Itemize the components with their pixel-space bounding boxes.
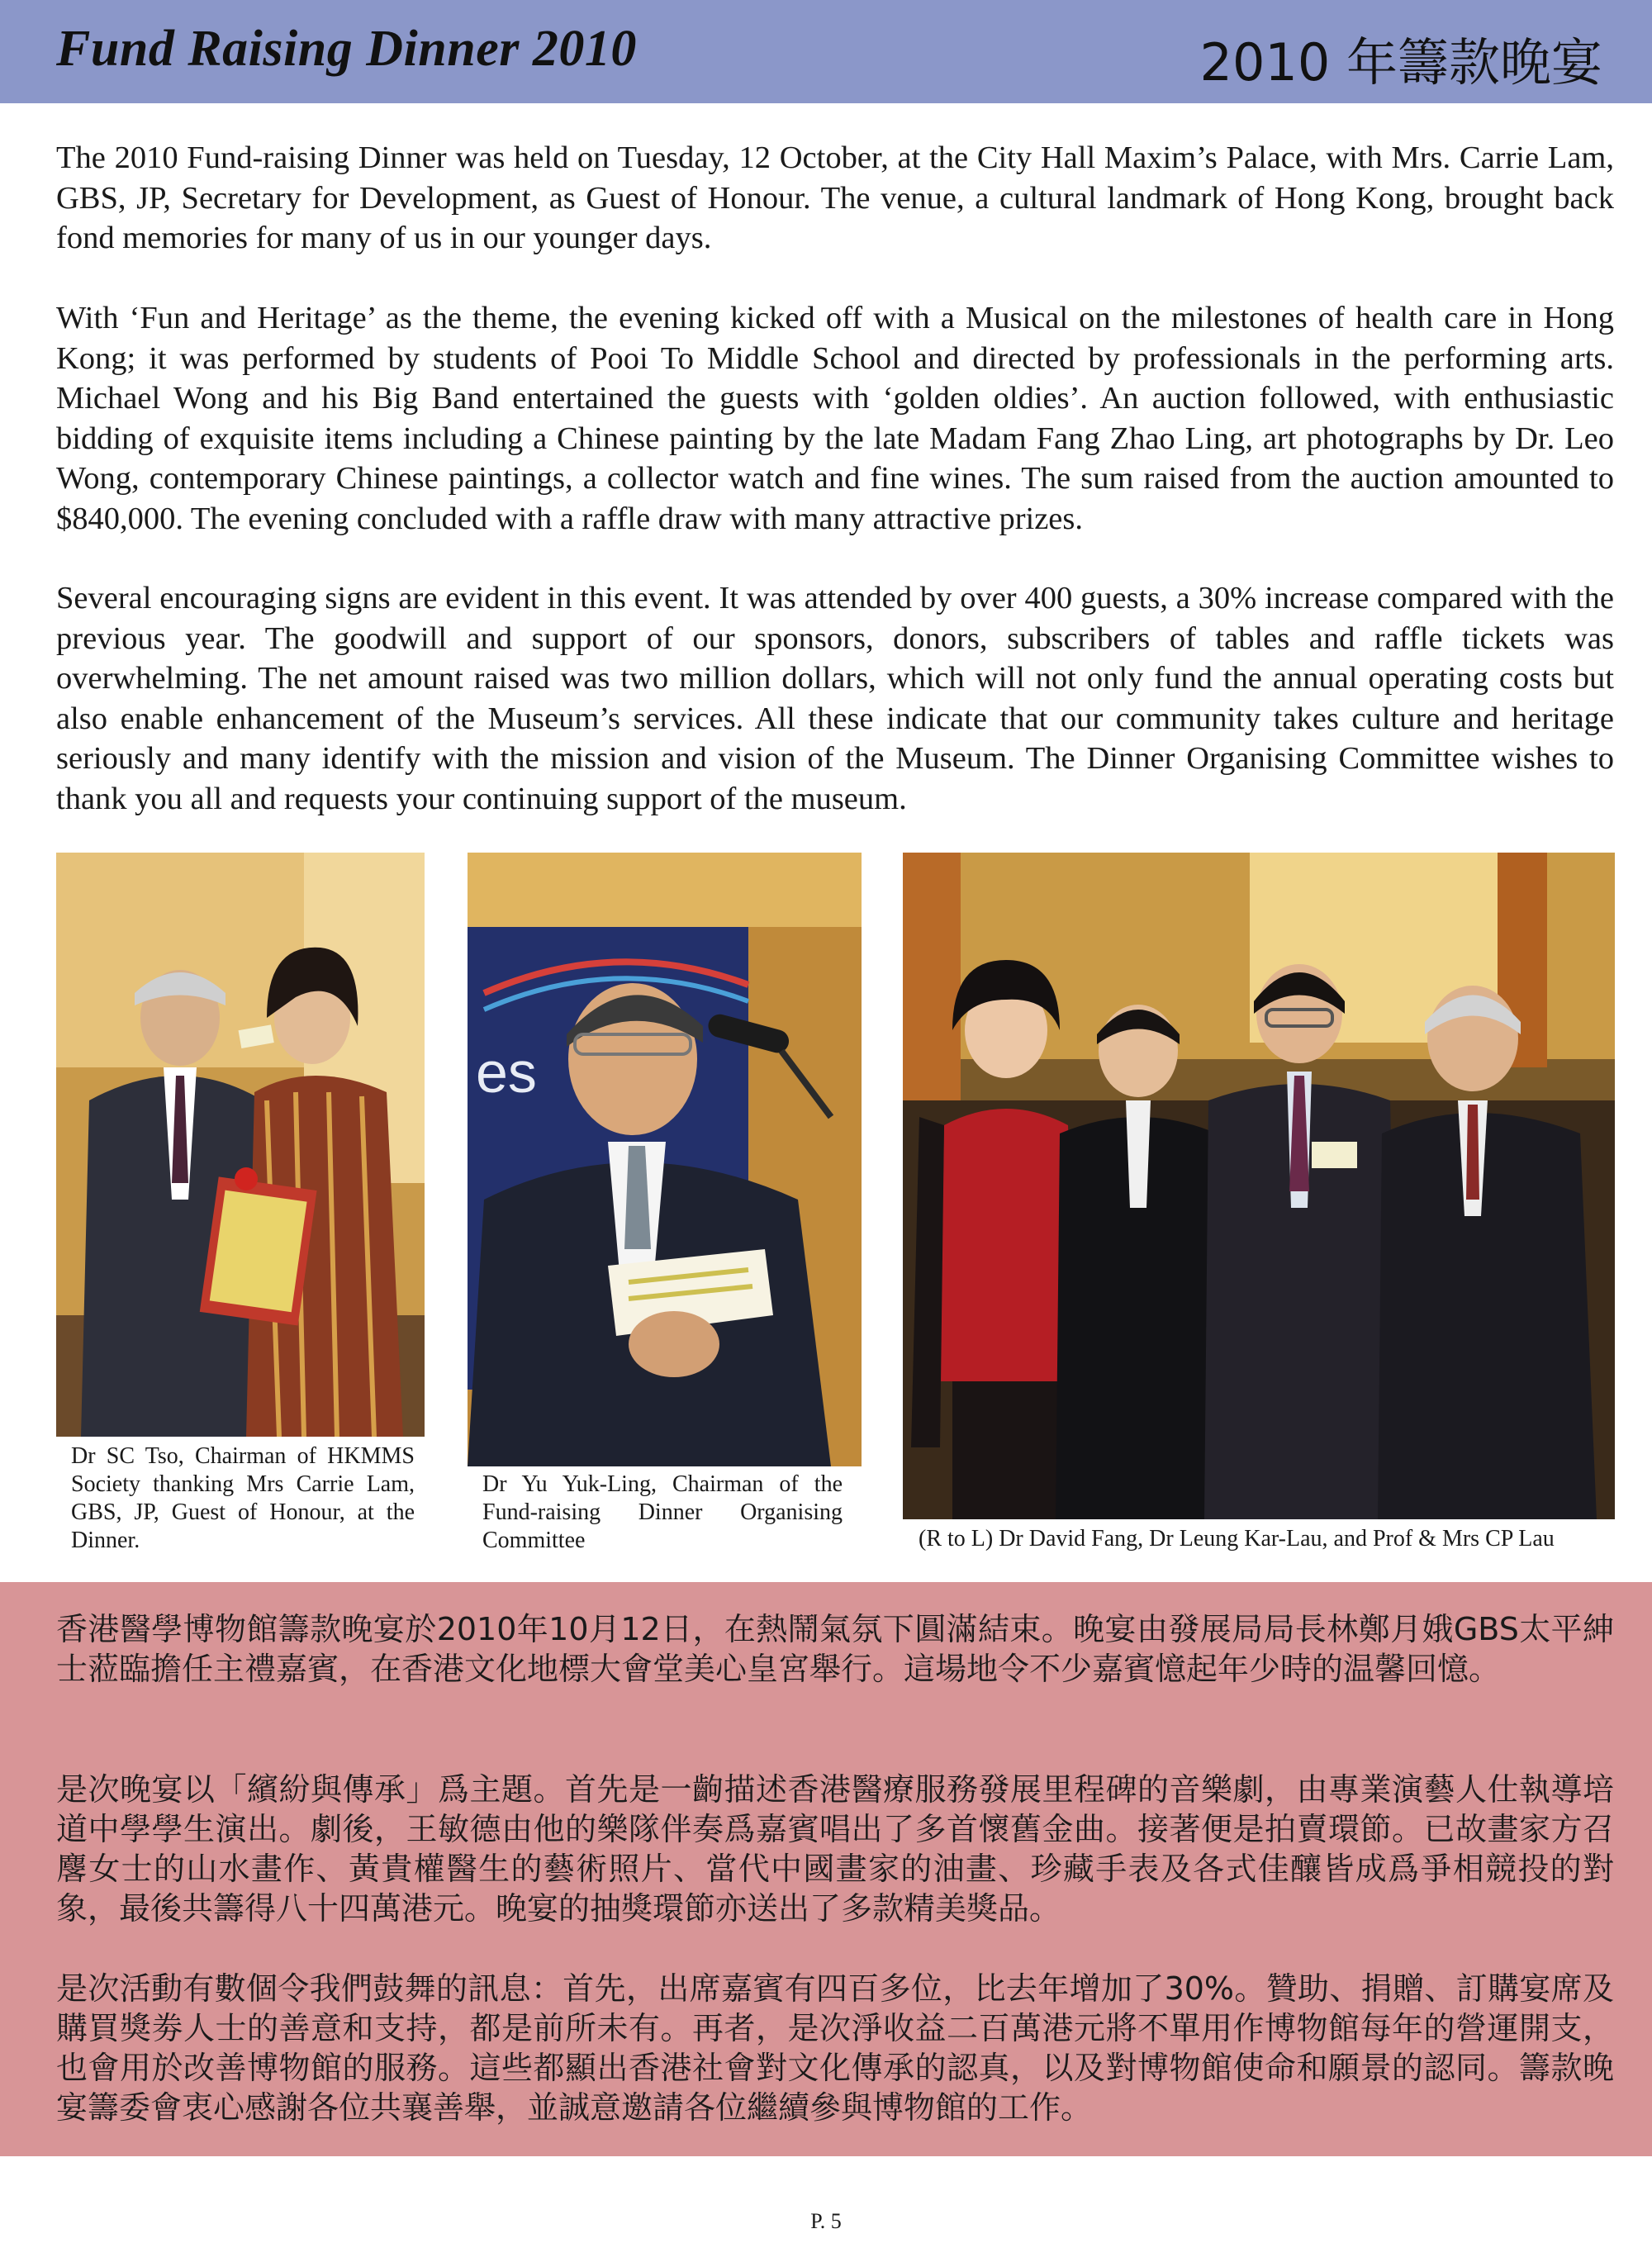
caption-photo-3: (R to L) Dr David Fang, Dr Leung Kar-Lau, and Prof & Mrs CP Lau (919, 1526, 1555, 1552)
english-paragraph-1: The 2010 Fund-raising Dinner was held on Tuesday, 12 October, at the City Hall Maxim’s Palace, with Mrs. Carrie Lam, GBS, JP, Secretary for Development, as Guest of Honour. The venue, a cultural landmark of Hong Kong, brought back fond memories for many of us in our younger days. (56, 140, 1614, 255)
english-paragraph-3: Several encouraging signs are evident in this event. It was attended by over 400 guests, a 30% increase compared with the previous year. The goodwill and support of our sponsors, donors, subscribers of tables and raffle tickets was overwhelming. The net amount raised was two million dollars, which will not only fund the annual operating costs but also enable enhancement of the Museum’s services. All these indicate that our community takes culture and heritage seriously and many identify with the mission and vision of the Museum. The Dinner Organising Committee wishes to thank you all and requests your continuing support of the museum. (56, 581, 1614, 816)
photo-group-guests (903, 853, 1615, 1519)
page-number: P. 5 (810, 2209, 842, 2233)
header-band (0, 0, 1652, 103)
page-title-english: Fund Raising Dinner 2010 (56, 21, 637, 77)
chinese-paragraph-3: 是次活動有數個令我們鼓舞的訊息：首先，出席嘉賓有四百多位，比去年增加了30%。贊助、捐贈、訂購宴席及購買獎劵人士的善意和支持，都是前所未有。再者，是次淨收益二百萬港元將不單用作博物館每年的營運開支，也會用於改善博物館的服務。這些都顯出香港社會對文化傳承的認真，以及對博物館使命和願景的認同。籌款晚宴籌委會衷心感謝各位共襄善舉，並誠意邀請各位繼續參與博物館的工作。 (56, 1970, 1614, 2126)
chinese-paragraph-2: 是次晚宴以「繽紛與傳承」爲主題。首先是一齣描述香港醫療服務發展里程碑的音樂劇，由專業演藝人仕執導培道中學學生演出。劇後，王敏德由他的樂隊伴奏爲嘉賓唱出了多首懷舊金曲。接著便是拍賣環節。已故畫家方召麐女士的山水畫作、黃貴權醫生的藝術照片、當代中國畫家的油畫、珍藏手表及各式佳釀皆成爲爭相競投的對象，最後共籌得八十四萬港元。晚宴的抽獎環節亦送出了多款精美獎品。 (56, 1771, 1614, 1927)
english-paragraph-2: With ‘Fun and Heritage’ as the theme, the evening kicked off with a Musical on the milestones of health care in Hong Kong; it was performed by students of Pooi To Middle School and directed by professionals in the performing arts. Michael Wong and his Big Band entertained the guests with ‘golden oldies’. An auction followed, with enthusiastic bidding of exquisite items including a Chinese painting by the late Madam Fang Zhao Ling, art photographs by Dr. Leo Wong, contemporary Chinese paintings, a collector watch and fine wines. The sum raised from the auction amounted to $840,000. The evening concluded with a raffle draw with many attractive prizes. (56, 301, 1614, 536)
caption-photo-2: Dr Yu Yuk-Ling, Chairman of the Fund-raising Dinner Organising Committee (482, 1471, 843, 1553)
page-title-chinese: 2010 年籌款晚宴 (1199, 32, 1602, 93)
photo-committee-chairman-speaking (468, 853, 862, 1466)
photo-chairman-thanking-guest (56, 853, 425, 1437)
chinese-paragraph-1: 香港醫學博物館籌款晚宴於2010年10月12日，在熱鬧氣氛下圓滿結束。晚宴由發展局局長林鄭月娥GBS太平紳士蒞臨擔任主禮嘉賓，在香港文化地標大會堂美心皇宮舉行。這場地令不少嘉賓憶起年少時的温馨回憶。 (56, 1611, 1614, 1687)
caption-photo-1: Dr SC Tso, Chairman of HKMMS Society thanking Mrs Carrie Lam, GBS, JP, Guest of Honour, at the Dinner. (71, 1443, 415, 1553)
backdrop-text: es (476, 1040, 537, 1105)
